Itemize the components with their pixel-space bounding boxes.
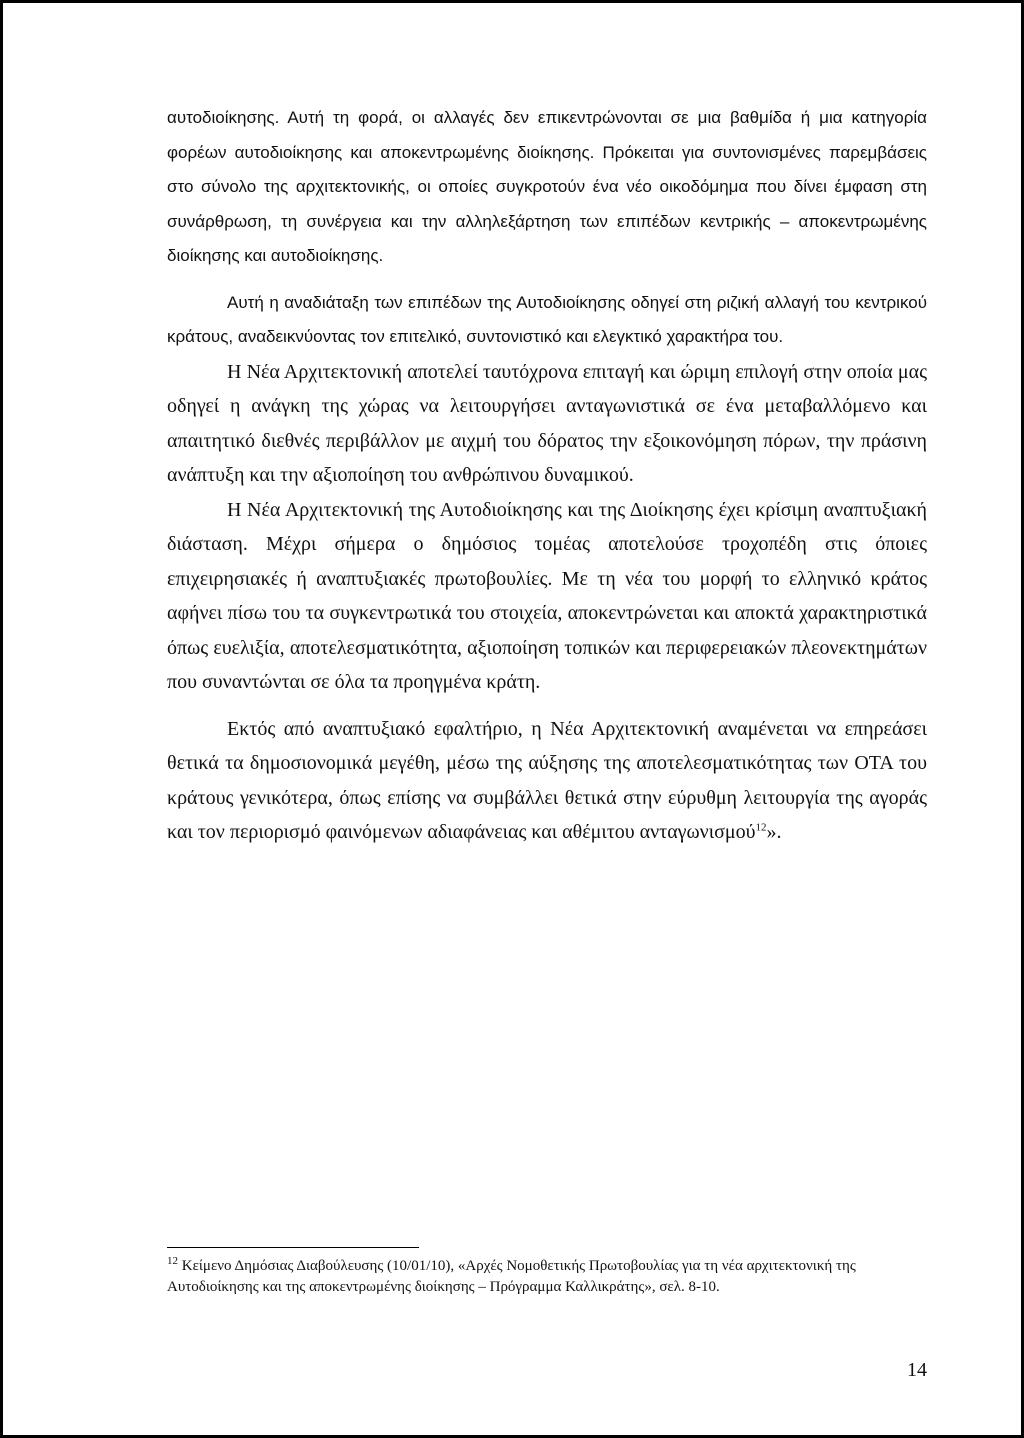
paragraph-5-text: Εκτός από αναπτυξιακό εφαλτήριο, η Νέα Αρχιτεκτονική αναμένεται να επηρεάσει θετικά τα δημοσιονομικά μεγέθη, μέσω της αύξησης της αποτελεσματικότητας των ΟΤΑ του κράτους γενικότερα, όπως επίσης να συμβάλλει θετικά στην εύρυθμη λειτουργία της αγοράς και τον περιορισμό φαινόμενων αδιαφάνειας και αθέμιτου ανταγωνισμού [167, 717, 927, 843]
paragraph-2: Αυτή η αναδιάταξη των επιπέδων της Αυτοδιοίκησης οδηγεί στη ριζική αλλαγή του κεντρικού κράτους, αναδεικνύοντας τον επιτελικό, συντονιστικό και ελεγκτικό χαρακτήρα του. [167, 292, 927, 346]
paragraph-5-end: ». [766, 821, 782, 843]
footnote-number: 12 [167, 1255, 178, 1267]
paragraph-4: Η Νέα Αρχιτεκτονική της Αυτοδιοίκησης και της Διοίκησης έχει κρίσιμη αναπτυξιακή διάσταση. Μέχρι σήμερα ο δημόσιος τομέας αποτελούσε τροχοπέδη στις όποιες επιχειρησιακές ή αναπτυξιακές πρωτοβουλίες. Με τη νέα του μορφή το ελληνικό κράτος αφήνει πίσω του τα συγκεντρωτικά του στοιχεία, αποκεντρώνεται και αποκτά χαρακτηριστικά όπως ευελιξία, αποτελεσματικότητα, αξιοποίηση τοπικών και περιφερειακών πλεονεκτημάτων που συναντώνται σε όλα τα προηγμένα κράτη. [167, 498, 927, 693]
footnote-text: Κείμενο Δημόσιας Διαβούλευσης (10/01/10), «Αρχές Νομοθετικής Πρωτοβουλίας για τη νέα αρχιτεκτονική της Αυτοδιοίκησης και της αποκεντρωμένης διοίκησης – Πρόγραμμα Καλλικράτης», σελ. 8-10. [167, 1258, 856, 1295]
paragraph-5 [167, 712, 927, 850]
footnote-separator [167, 1247, 419, 1248]
paragraph-1: αυτοδιοίκησης. Αυτή τη φορά, οι αλλαγές δεν επικεντρώνονται σε μια βαθμίδα ή μια κατηγορία φορέων αυτοδιοίκησης και αποκεντρωμένης διοίκησης. Πρόκειται για συντονισμένες παρεμβάσεις στο σύνολο της αρχιτεκτονικής, οι οποίες συγκροτούν ένα νέο οικοδόμημα που δίνει έμφαση στη συνάρθρωση, τη συνέργεια και την αλληλεξάρτηση των επιπέδων κεντρικής – αποκεντρωμένης διοίκησης και αυτοδιοίκησης. [167, 108, 927, 265]
page-number: 14 [907, 1359, 927, 1381]
footnote-reference: 12 [755, 821, 767, 834]
footnote [167, 1256, 927, 1298]
paragraph-3: Η Νέα Αρχιτεκτονική αποτελεί ταυτόχρονα επιταγή και ώριμη επιλογή στην οποία μας οδηγεί η ανάγκη της χώρας να λειτουργήσει ανταγωνιστικά σε ένα μεταβαλλόμενο και απαιτητικό διεθνές περιβάλλον με αιχμή του δόρατος την εξοικονόμηση πόρων, την πράσινη ανάπτυξη και την αξιοποίηση του ανθρώπινου δυναμικού. [167, 360, 927, 486]
body-text [167, 101, 927, 850]
